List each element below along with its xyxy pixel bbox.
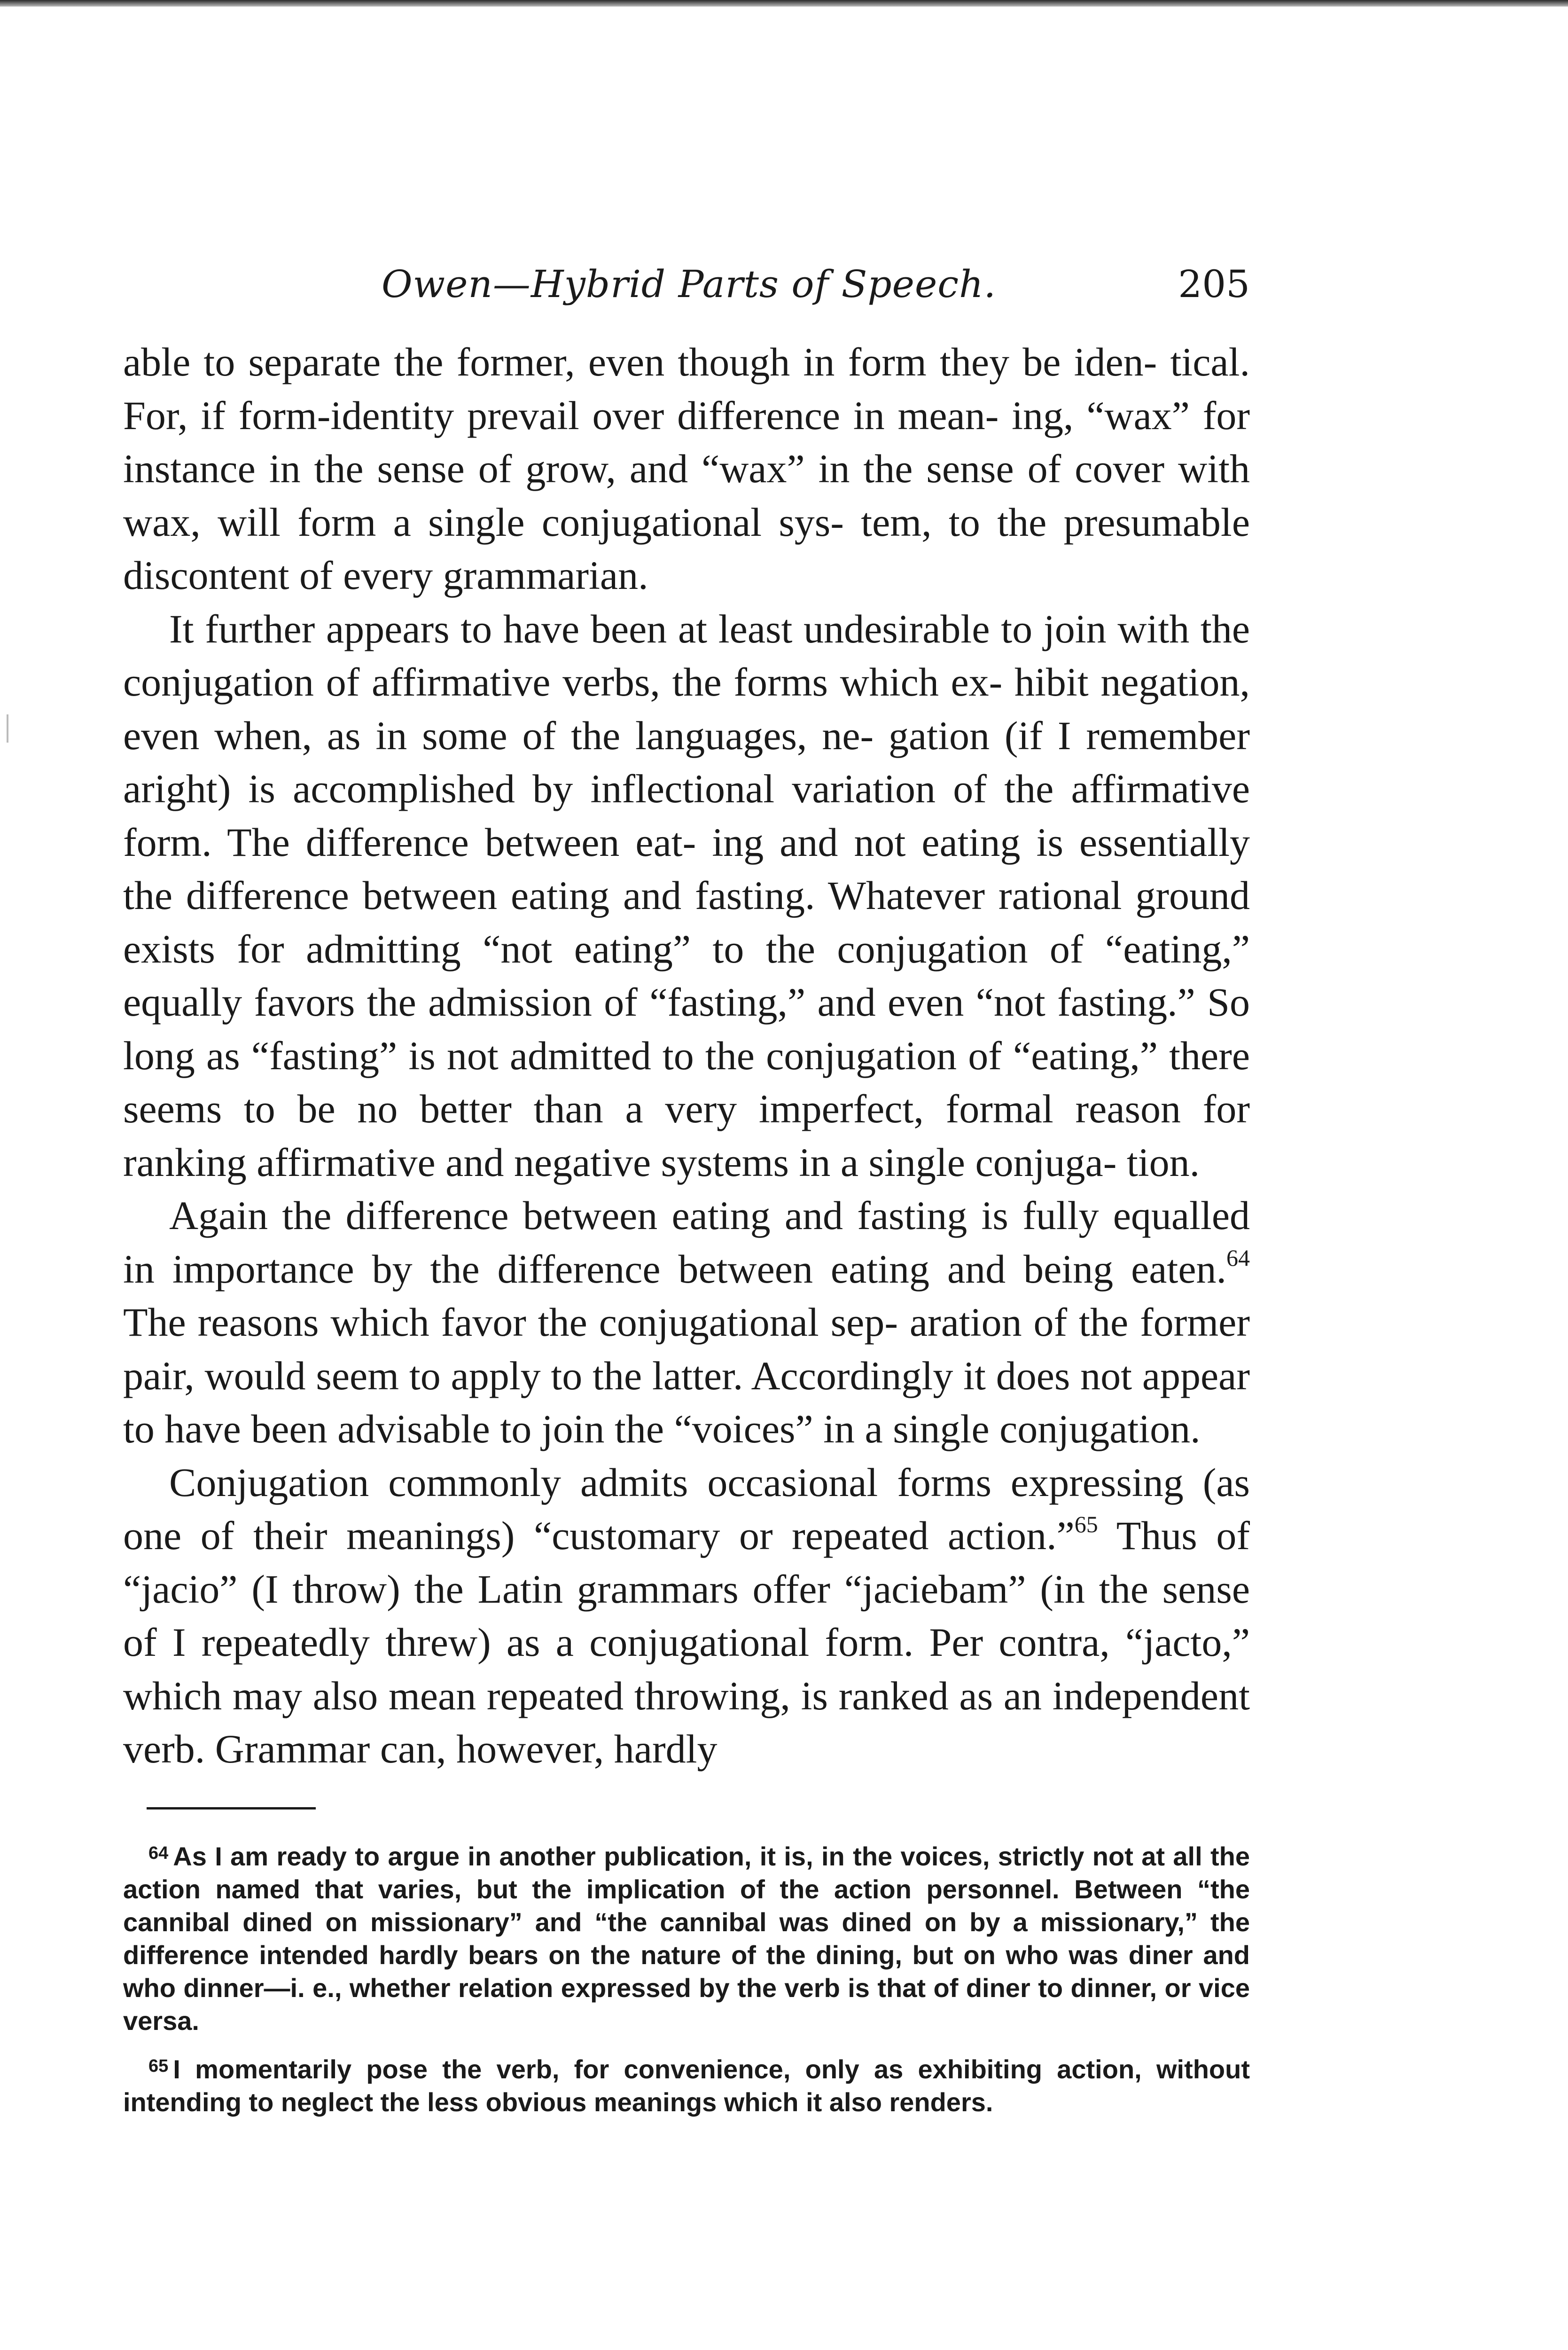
scan-top-edge [0,0,1568,7]
paragraph-text: It further appears to have been at least undesirable to join with the conjugation of affirmative verbs, the forms which ex- hibit negation, even when, as in some of the languages, ne- gation (if I remember aright) is accomplished by inflectional variation of the affirmative form. The difference between eat- ing and not eating is essentially the difference between eating and fasting. Whatever rational ground exists for admitting “not eating” to the conjugation of “eating,” equally favors the admission of “fasting,” and even “not fasting.” So long as “fasting” is not admitted to the conjugation of “eating,” there seems to be no better than a very imperfect, formal reason for ranking affirmative and negative systems in a single conjuga- tion. [123,606,1250,1185]
footnote-reference-65[interactable]: 65 [1074,1511,1098,1537]
footnote-65 [123,2050,1250,2119]
footnote-marker: 64 [148,1843,169,1863]
footnote-text: As I am ready to argue in another publication, it is, in the voices, strictly not at all the action named that varies, but the implication of the action personnel. Between “the cannibal dined on missionary” and “the cannibal was dined on by a missionary,” the difference intended hardly bears on the nature of the dining, but on who was diner and who dinner—i. e., whether relation expressed by the verb is that of diner to dinner, or vice versa. [123,1841,1250,2036]
paragraph-negation [123,603,1250,1190]
paragraph-text: The reasons which favor the conjugational sep- aration of the former pair, would seem to apply to the latter. Accordingly it does not appear to have been advisable to join the “voices” in a single conjugation. [123,1300,1250,1451]
footnote-text: I momentarily pose the verb, for convenience, only as exhibiting action, without intending to neglect the less obvious meanings which it also renders. [123,2054,1250,2117]
paragraph-voices [123,1189,1250,1456]
footnote-marker: 65 [148,2056,169,2076]
footnote-rule [147,1807,316,1810]
paragraph-repeated-action [123,1456,1250,1776]
book-page [123,254,1250,2131]
paragraph-text: Conjugation commonly admits occasional forms expressing (as one of their meanings) “customary or repeated action.” [123,1459,1250,1558]
footnote-reference-64[interactable]: 64 [1226,1244,1250,1271]
paragraph-text: Again the difference between eating and fasting is fully equalled in importance by the difference between eating and being eaten. [123,1193,1250,1292]
paragraph-text: Thus of “jacio” (I throw) the Latin grammars offer “jaciebam” (in the sense of I repeatedly threw) as a conjugational form. Per contra, “jacto,” which may also mean repeated throwing, is ranked as an independent verb. Grammar can, however, hardly [123,1513,1250,1771]
running-head [123,254,1250,315]
page-number: 205 [1178,262,1250,306]
footnotes [123,1837,1250,2119]
scan-margin-mark [7,714,8,743]
running-title: Owen—Hybrid Parts of Speech. [382,262,997,306]
footnote-64 [123,1837,1250,2037]
paragraph-continued [123,336,1250,603]
paragraph-text: able to separate the former, even though in form they be iden- tical. For, if form-identity prevail over difference in mean- ing, “wax” for instance in the sense of grow, and “wax” in the sense of cover with wax, will form a single conjugational sys- tem, to the presumable discontent of every grammarian. [123,339,1250,598]
body-text [123,336,1250,1776]
